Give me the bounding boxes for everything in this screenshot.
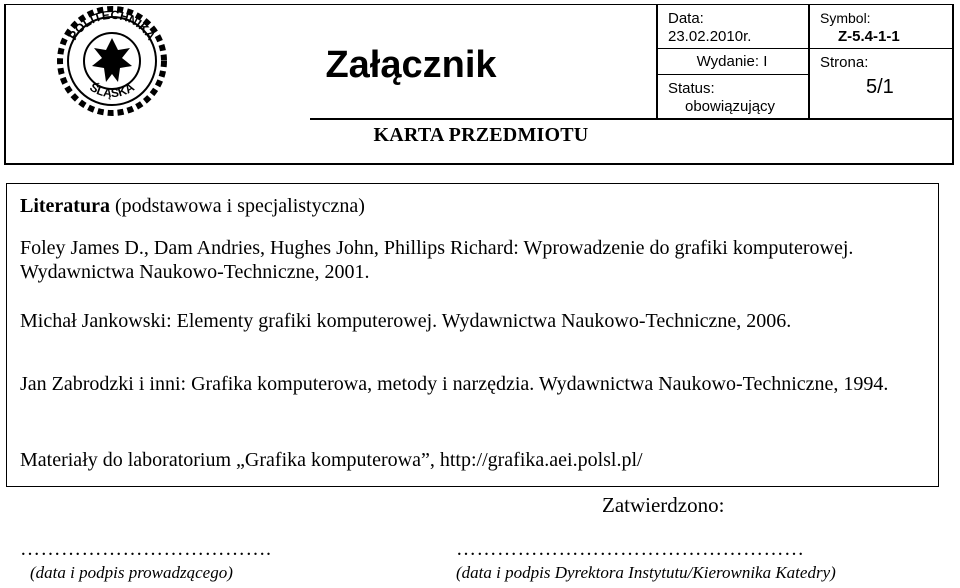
page-value: 5/1 <box>866 76 894 98</box>
signature-line-right: …………………………………………… <box>456 538 805 560</box>
status-value: obowiązujący <box>685 98 776 115</box>
university-logo <box>52 6 172 116</box>
reference-item-4: Materiały do laboratorium „Grafika komputerowa”, http://grafika.aei.polsl.pl/ <box>20 449 643 471</box>
university-seal-icon <box>52 6 172 116</box>
date-label: Data: <box>668 10 704 27</box>
svg-text:POLITECHNIKA: POLITECHNIKA <box>65 7 159 43</box>
header-divider-h2 <box>656 74 810 75</box>
symbol-label: Symbol: <box>820 10 871 26</box>
signature-caption-left: (data i podpis prowadzącego) <box>30 563 233 582</box>
status-label: Status: <box>668 80 715 97</box>
approved-label: Zatwierdzono: <box>602 493 725 517</box>
document-subtitle: KARTA PRZEDMIOTU <box>373 124 589 146</box>
reference-item-1: Foley James D., Dam Andries, Hughes John, Phillips Richard: Wprowadzenie do grafiki komputerowej. Wydawnictwa Naukowo-Techniczne, 2001. <box>20 237 854 283</box>
reference-item-2: Michał Jankowski: Elementy grafiki komputerowej. Wydawnictwa Naukowo-Techniczne, 2006. <box>20 310 792 332</box>
header-left-border <box>4 4 6 164</box>
header-bottom-border <box>4 163 954 165</box>
symbol-value: Z-5.4-1-1 <box>838 28 900 45</box>
header-right-border <box>952 4 954 164</box>
header-top-border <box>4 4 954 5</box>
section-title <box>20 195 365 218</box>
header-divider-h1 <box>656 48 954 49</box>
literature-box <box>6 183 939 487</box>
signature-caption-right: (data i podpis Dyrektora Instytutu/Kierownika Katedry) <box>456 563 836 582</box>
signature-line-left: ………………………………. <box>20 538 272 560</box>
header-divider-v2 <box>808 4 810 118</box>
section-title-rest: (podstawowa i specjalistyczna) <box>109 195 365 217</box>
date-value: 23.02.2010r. <box>668 28 752 45</box>
edition-value: Wydanie: I <box>696 53 768 70</box>
page-label: Strona: <box>820 54 869 71</box>
page-title: Załącznik <box>325 43 497 86</box>
reference-item-3: Jan Zabrodzki i inni: Grafika komputerowa, metody i narzędzia. Wydawnictwa Naukowo-Techniczne, 1994. <box>20 373 889 395</box>
svg-text:ŚLĄSKA: ŚLĄSKA <box>87 80 137 101</box>
section-title-bold: Literatura <box>20 195 110 217</box>
